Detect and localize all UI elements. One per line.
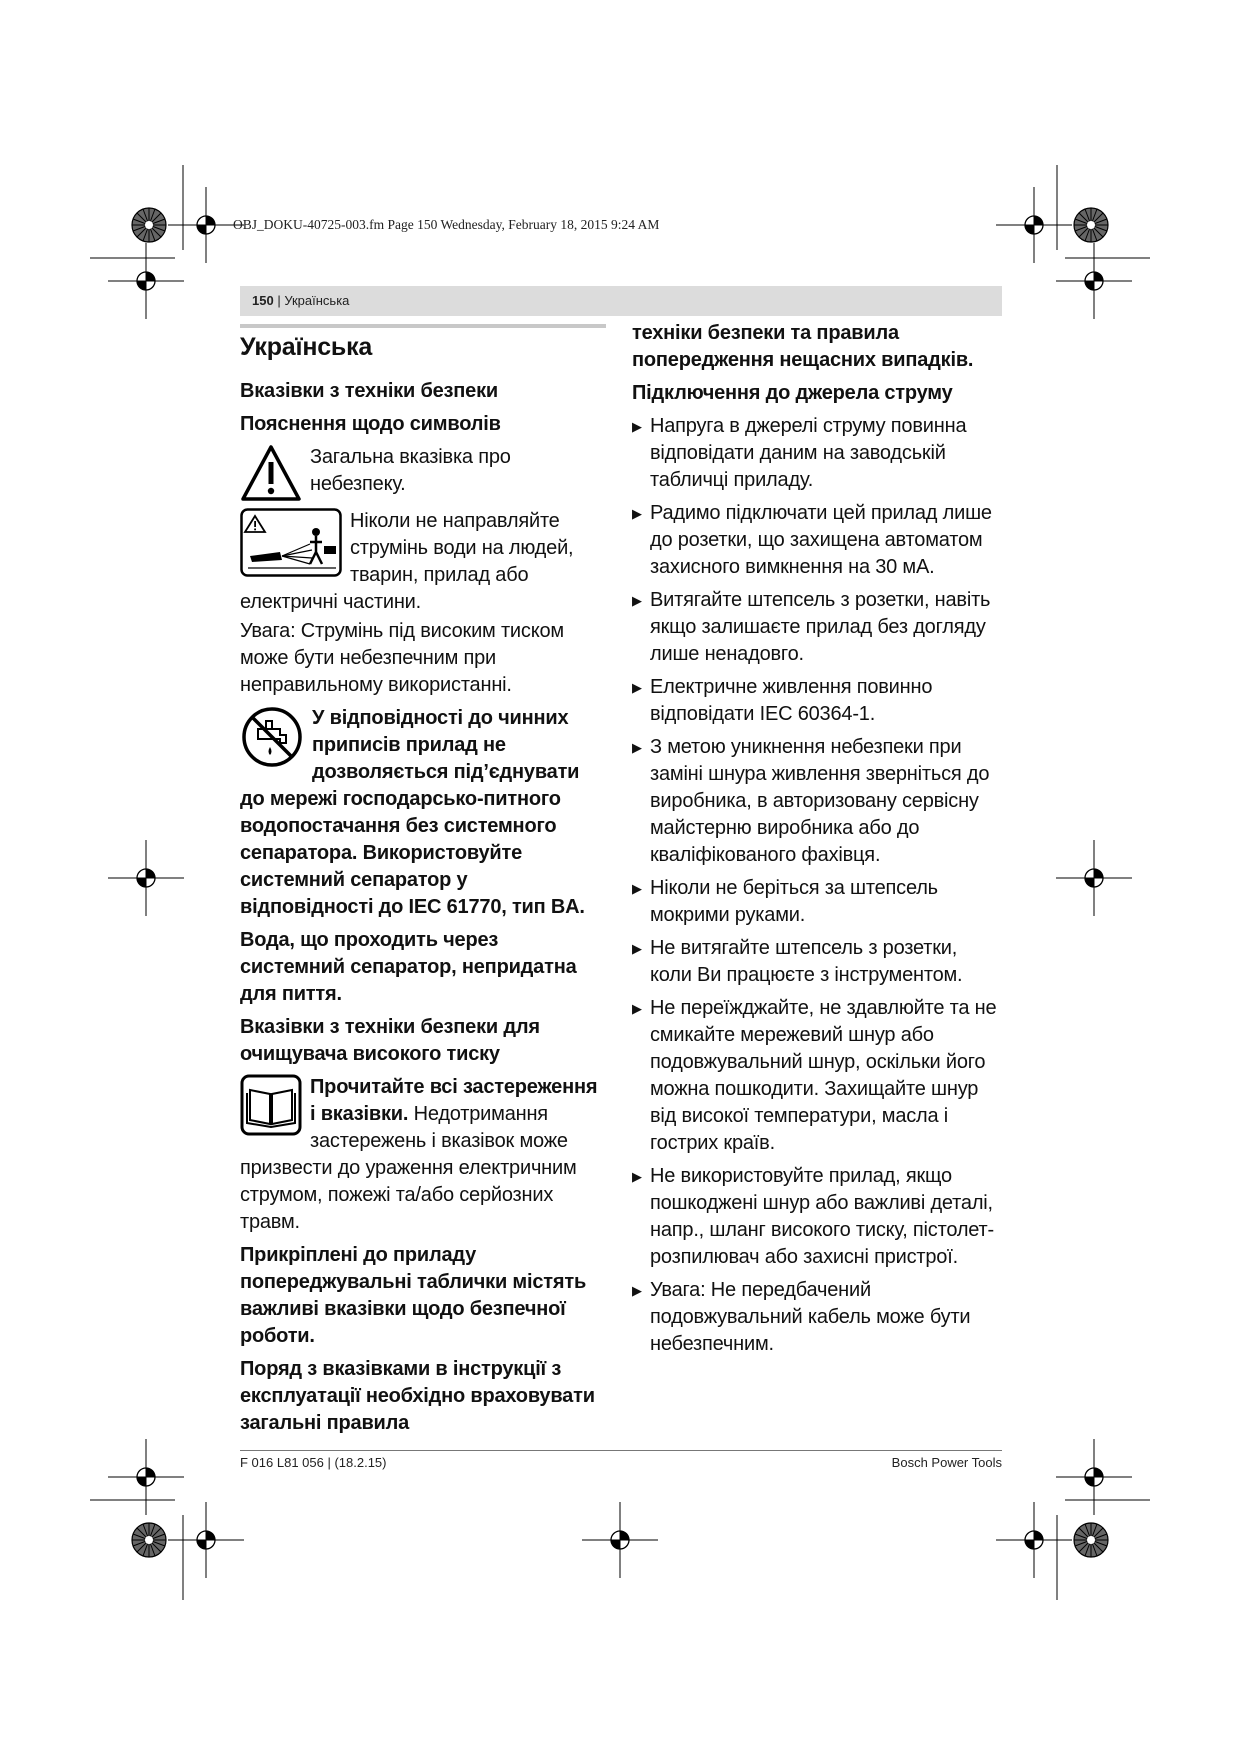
symbol-general-warning [240, 444, 606, 502]
power-safety-list [632, 413, 1002, 1358]
left-column [240, 322, 606, 1443]
symbol-water-jet [240, 508, 606, 616]
list-item: ▶ Не використовуйте прилад, якщо пошкоджені шнур або важливі деталі, напр., шланг високого тиску, пістолет-розпилювач або захисні пристрої. [632, 1163, 1002, 1271]
list-item: ▶ Електричне живлення повинно відповідати IEC 60364-1. [632, 674, 1002, 728]
read-manual-book-icon [240, 1074, 302, 1136]
page-number: 150 [252, 293, 274, 308]
header-separator: | [273, 293, 285, 308]
list-item: ▶ З метою уникнення небезпеки при заміні шнура живлення зверніться до виробника, в авторизовану сервісну майстерню виробника або до кваліфікованого фахівця. [632, 734, 1002, 869]
warning-triangle-icon [240, 444, 302, 502]
list-item: ▶ Ніколи не беріться за штепсель мокрими руками. [632, 875, 1002, 929]
print-slug: OBJ_DOKU-40725-003.fm Page 150 Wednesday, February 18, 2015 9:24 AM [233, 217, 660, 232]
list-item: ▶ Не витягайте штепсель з розетки, коли Ви працюєте з інструментом. [632, 935, 1002, 989]
page-title: Українська [240, 333, 373, 361]
heading-safety: Вказівки з техніки безпеки [240, 380, 498, 402]
list-item: ▶ Не переїжджайте, не здавлюйте та не смикайте мережевий шнур або подовжувальний шнур, оскільки його можна пошкодити. Захищайте шнур від високої температури, масла і гострих країв. [632, 995, 1002, 1157]
symbol-general-warning-text: Загальна вказівка про небезпеку. [310, 446, 511, 495]
footer-brand: Bosch Power Tools [891, 1455, 1002, 1470]
general-rules-note: Поряд з вказівками в інструкції з експлуатації необхідно враховувати загальні правила [240, 1358, 595, 1434]
read-manual-bold-text: Прочитайте всі застереження і вказівки. [310, 1076, 598, 1125]
heading-symbols: Пояснення щодо символів [240, 413, 501, 435]
header-section: Українська [284, 293, 350, 308]
running-header [240, 286, 1002, 316]
footer-rule [240, 1450, 1002, 1451]
continuation-text: техніки безпеки та правила попередження нещасних випадків. [632, 322, 974, 371]
heading-cleaner-safety: Вказівки з техніки безпеки для очищувача високого тиску [240, 1016, 540, 1065]
list-item: ▶ Увага: Не передбачений подовжувальний кабель може бути небезпечним. [632, 1277, 1002, 1358]
read-manual-text: Недотримання застережень і вказівок може призвести до ураження електричним струмом, пожежі та/або серйозних травм. [240, 1103, 577, 1233]
water-jet-warning-icon [240, 508, 342, 578]
heading-power-connection: Підключення до джерела струму [632, 382, 953, 404]
attention-note: Увага: Струмінь під високим тиском може бути небезпечним при неправильному використанні. [240, 620, 564, 696]
symbol-drinking-water-text: У відповідності до чинних приписів прилад не дозволяється під’єднувати до мережі господарсько-питного водопостачання без системного сепаратора. Використовуйте системний сепаратор у відповідності до IEC 61770, тип BA. [240, 707, 585, 918]
no-drinking-water-connection-icon [240, 705, 304, 769]
list-item: ▶ Радимо підключати цей прилад лише до розетки, що захищена автоматом захисного вимкнення на 30 мА. [632, 500, 1002, 581]
symbol-drinking-water [240, 705, 606, 921]
symbol-water-jet-text: Ніколи не направляйте струмінь води на людей, тварин, прилад або електричні частини. [240, 510, 574, 613]
warning-labels-note: Прикріплені до приладу попереджувальні таблички містять важливі вказівки щодо безпечної роботи. [240, 1244, 587, 1347]
list-item: ▶ Напруга в джерелі струму повинна відповідати даним на заводській табличці приладу. [632, 413, 1002, 494]
symbol-read-manual [240, 1074, 606, 1236]
footer-doc-number: F 016 L81 056 | (18.2.15) [240, 1455, 387, 1470]
right-column [632, 320, 1002, 1364]
water-not-drinkable-note: Вода, що проходить через системний сепаратор, непридатна для пиття. [240, 929, 577, 1005]
list-item: ▶ Витягайте штепсель з розетки, навіть якщо залишаєте прилад без догляду лише ненадовго. [632, 587, 1002, 668]
